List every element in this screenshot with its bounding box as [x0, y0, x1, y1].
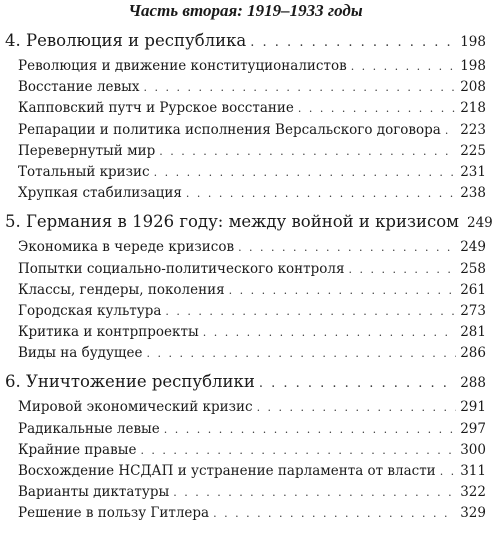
toc-entry[interactable]: [5, 440, 486, 461]
part-title: Часть вторая: 1919–1933 годы: [128, 1, 363, 20]
toc-entry[interactable]: [5, 120, 486, 141]
section-title: Мировой экономический кризис: [18, 399, 253, 416]
leader-dots: [257, 397, 457, 418]
chapter-title: 5. Германия в 1926 году: между войной и кризисом: [5, 212, 459, 232]
section-title: Попытки социально-политического контроля: [18, 260, 345, 277]
section-title: Критика и контрпроекты: [18, 324, 199, 341]
leader-dots: [165, 301, 456, 322]
toc-entry[interactable]: [5, 77, 486, 98]
leader-dots: [250, 31, 456, 54]
section-page-number: 297: [460, 420, 486, 437]
section-title: Крайние правые: [18, 441, 137, 458]
section-page-number: 231: [460, 163, 486, 180]
chapter-heading[interactable]: [5, 370, 486, 393]
leader-dots: [259, 372, 456, 395]
leader-dots: [213, 503, 456, 524]
leader-dots: [146, 343, 456, 364]
section-title: Радикальные левые: [18, 420, 160, 437]
section-page-number: 329: [460, 505, 486, 522]
leader-dots: [203, 322, 457, 343]
toc-entry[interactable]: [5, 259, 486, 280]
chapter-4: [5, 29, 486, 204]
section-page-number: 249: [460, 239, 486, 256]
leader-dots: [348, 259, 456, 280]
toc-entry[interactable]: [5, 141, 486, 162]
section-page-number: 208: [460, 79, 486, 96]
chapter-heading[interactable]: [5, 210, 493, 233]
toc-entry[interactable]: [5, 56, 486, 77]
chapter-title: 4. Революция и республика: [5, 31, 247, 50]
toc-entry[interactable]: [5, 419, 486, 440]
toc-entry[interactable]: [5, 397, 486, 418]
leader-dots: [229, 280, 457, 301]
toc-entry[interactable]: [5, 503, 486, 524]
leader-dots: [164, 419, 456, 440]
section-title: Перевернутый мир: [18, 142, 156, 159]
toc-entry[interactable]: [5, 301, 486, 322]
toc-entry[interactable]: [5, 237, 486, 258]
section-page-number: 300: [460, 441, 486, 458]
section-title: Варианты диктатуры: [18, 484, 170, 501]
chapter-heading[interactable]: [5, 29, 486, 52]
section-title: Капповский путч и Рурское восстание: [18, 100, 294, 117]
leader-dots: [173, 482, 456, 503]
section-title: Репарации и политика исполнения Версальского договора: [18, 121, 441, 138]
toc-entry[interactable]: [5, 322, 486, 343]
section-title: Революция и движение конституционалистов: [18, 58, 347, 74]
section-page-number: 218: [460, 100, 486, 117]
toc-entry[interactable]: [5, 183, 486, 204]
leader-dots: [238, 237, 456, 258]
toc-entry[interactable]: [5, 280, 486, 301]
chapter-title: 6. Уничтожение республики: [5, 372, 255, 392]
leader-dots: [351, 56, 457, 77]
section-title: Хрупкая стабилизация: [18, 185, 182, 202]
chapter-page-number: 288: [460, 375, 486, 392]
toc-entry[interactable]: [5, 98, 486, 119]
chapter-5: [5, 210, 493, 364]
section-page-number: 273: [460, 302, 486, 319]
section-page-number: 261: [460, 281, 486, 298]
toc-entry[interactable]: [5, 343, 486, 364]
leader-dots: [154, 162, 457, 183]
section-title: Городская культура: [18, 302, 162, 319]
chapter-page-number: 249: [466, 215, 493, 232]
section-title: Решение в пользу Гитлера: [18, 505, 210, 522]
section-page-number: 322: [460, 484, 486, 501]
leader-dots: [440, 461, 457, 482]
section-title: Экономика в череде кризисов: [18, 239, 235, 256]
section-title: Восхождение НСДАП и устранение парламента от власти: [18, 463, 436, 479]
section-title: Восстание левых: [18, 79, 140, 96]
section-title: Классы, гендеры, поколения: [18, 281, 225, 298]
leader-dots: [144, 77, 457, 98]
section-page-number: 238: [460, 185, 486, 202]
section-title: Тотальный кризис: [18, 163, 150, 180]
section-page-number: 311: [460, 463, 486, 479]
leader-dots: [140, 440, 456, 461]
leader-dots: [159, 141, 456, 162]
toc-entry[interactable]: [5, 482, 486, 503]
section-page-number: 291: [460, 399, 486, 416]
leader-dots: [445, 120, 456, 141]
section-page-number: 281: [460, 324, 486, 341]
section-page-number: 258: [460, 260, 486, 277]
leader-dots: [186, 183, 456, 204]
toc-entry[interactable]: [5, 461, 486, 482]
toc-entry[interactable]: [5, 162, 486, 183]
section-page-number: 286: [460, 345, 486, 362]
chapter-page-number: 198: [460, 34, 486, 50]
section-page-number: 225: [460, 142, 486, 159]
chapter-6: [5, 370, 486, 524]
section-title: Виды на будущее: [18, 345, 143, 362]
section-page-number: 198: [460, 58, 486, 74]
section-page-number: 223: [460, 121, 486, 138]
leader-dots: [298, 98, 456, 119]
